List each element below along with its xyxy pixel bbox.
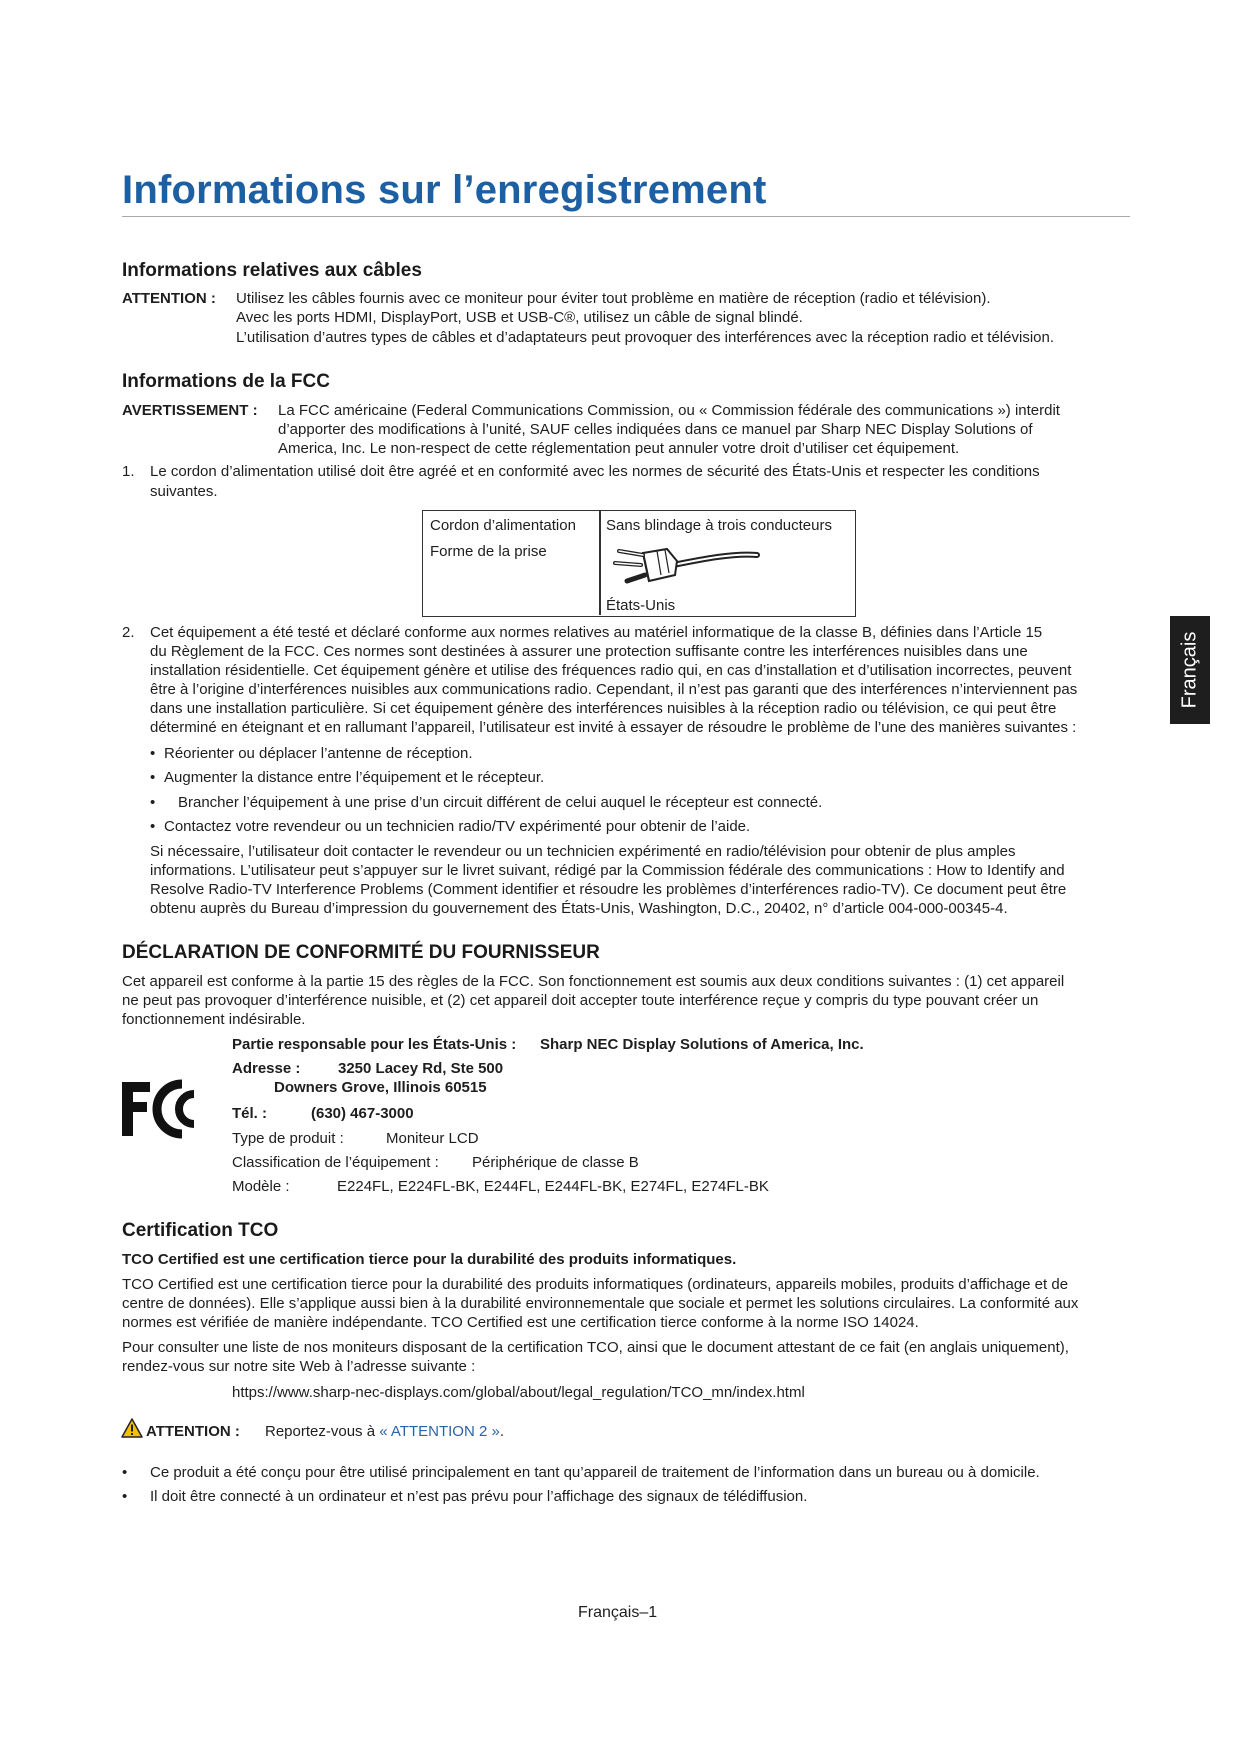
- title-rule: [122, 216, 1130, 217]
- cables-line: Avec les ports HDMI, DisplayPort, USB et USB-C®, utilisez un câble de signal blindé.: [236, 309, 803, 326]
- attention2-prefix: Reportez-vous à: [265, 1423, 380, 1440]
- item1-line: suivantes.: [150, 483, 218, 500]
- tco-para1-line: TCO Certified est une certification tierce pour la durabilité des produits informatiques (ordinateurs, appareils mobiles, produits d’affichage et de: [122, 1276, 1069, 1293]
- bullet-item: Contactez votre revendeur ou un technicien radio/TV expérimenté pour obtenir de l’aide.: [164, 818, 751, 835]
- table-row1-label: Cordon d’alimentation: [430, 517, 576, 534]
- table-row1-value: Sans blindage à trois conducteurs: [606, 517, 832, 534]
- item1-line: Le cordon d’alimentation utilisé doit être agréé et en conformité avec les normes de sécurité des États-Unis et respecter les conditions: [150, 463, 1040, 480]
- declaration-heading: DÉCLARATION DE CONFORMITÉ DU FOURNISSEUR: [122, 942, 600, 963]
- fcc-warning-line: d’apporter des modifications à l’unité, SAUF celles indiquées dans ce manuel par Sharp NEC Display Solutions of: [278, 421, 1033, 438]
- bullet-item: Réorienter ou déplacer l’antenne de réception.: [164, 745, 473, 762]
- product-value: Moniteur LCD: [386, 1130, 479, 1147]
- bullet-dot: •: [150, 818, 156, 835]
- item2-line: dans une installation particulière. Si cet équipement génère des interférences nuisibles à la réception radio ou télévision, ce qui peut être: [150, 700, 1057, 717]
- tco-url[interactable]: https://www.sharp-nec-displays.com/global/about/legal_regulation/TCO_mn/index.html: [232, 1384, 805, 1401]
- item-number: 2.: [122, 624, 135, 641]
- cables-attention-label: ATTENTION :: [122, 290, 216, 307]
- fcc-heading: Informations de la FCC: [122, 371, 330, 392]
- power-cord-table: [422, 510, 856, 617]
- language-side-tab-label: Français: [1178, 631, 1201, 709]
- tco-para1-line: normes est vérifiée de manière indépendante. TCO Certified est une certification tierce conforme à la norme ISO 14024.: [122, 1314, 919, 1331]
- bullet-item: Augmenter la distance entre l’équipement et le récepteur.: [164, 769, 545, 786]
- attention2-text: [265, 1422, 504, 1441]
- bullet-dot: •: [150, 794, 156, 811]
- table-row2-label: Forme de la prise: [430, 543, 547, 560]
- fcc-logo: [120, 1078, 208, 1140]
- bullet-item: Brancher l’équipement à une prise d’un circuit différent de celui auquel le récepteur est connecté.: [178, 794, 823, 811]
- class-value: Périphérique de classe B: [472, 1154, 639, 1171]
- item-number: 1.: [122, 463, 135, 480]
- item2-line: être à l’origine d’interférences nuisibles aux communications radio. Cependant, il n’est pas garanti que des interférences n’interviennent pas: [150, 681, 1078, 698]
- tco-bold-line: TCO Certified est une certification tierce pour la durabilité des produits informatiques.: [122, 1251, 737, 1268]
- declaration-line: fonctionnement indésirable.: [122, 1011, 306, 1028]
- tco-para2-line: rendez-vous sur notre site Web à l’adresse suivante :: [122, 1358, 476, 1375]
- cables-line: L’utilisation d’autres types de câbles et d’adaptateurs peut provoquer des interférences avec la réception radio et télévision.: [236, 329, 1054, 346]
- party-value: Sharp NEC Display Solutions of America, Inc.: [540, 1036, 864, 1053]
- bullet-dot: •: [150, 745, 156, 762]
- party-label: Partie responsable pour les États-Unis :: [232, 1036, 517, 1053]
- tco-heading: Certification TCO: [122, 1220, 279, 1241]
- address-line2: Downers Grove, Illinois 60515: [274, 1079, 487, 1096]
- final-bullet-item: Ce produit a été conçu pour être utilisé principalement en tant qu’appareil de traitement de l’information dans un bureau ou à domicile.: [150, 1464, 1040, 1481]
- attention2-label: ATTENTION :: [146, 1423, 240, 1440]
- item2-line: du Règlement de la FCC. Ces normes sont destinées à assurer une protection suffisante contre les interférences nuisibles dans une: [150, 643, 1028, 660]
- class-label: Classification de l’équipement :: [232, 1154, 439, 1171]
- page-title: Informations sur l’enregistrement: [122, 168, 767, 212]
- table-divider: [599, 511, 601, 615]
- attention2-end: .: [499, 1423, 504, 1440]
- model-value: E224FL, E224FL-BK, E244FL, E244FL-BK, E274FL, E274FL-BK: [337, 1178, 769, 1195]
- warning-icon: [121, 1418, 143, 1438]
- fcc-after-line: obtenu auprès du Bureau d’impression du gouvernement des États-Unis, Washington, D.C., 20402, n° d’article 004-000-00345-4.: [150, 900, 1008, 917]
- page-footer: Français–1: [578, 1604, 658, 1621]
- cables-line: Utilisez les câbles fournis avec ce moniteur pour éviter tout problème en matière de réception (radio et télévision).: [236, 290, 991, 307]
- model-label: Modèle :: [232, 1178, 290, 1195]
- tco-para2-line: Pour consulter une liste de nos moniteurs disposant de la certification TCO, ainsi que le document attestant de ce fait (en anglais uniquement),: [122, 1339, 1069, 1356]
- item2-line: déterminé en éteignant et en rallumant l’appareil, l’utilisateur est invité à essayer de résoudre le problème de l’une des manières suivantes :: [150, 719, 1077, 736]
- declaration-line: Cet appareil est conforme à la partie 15 des règles de la FCC. Son fonctionnement est soumis aux deux conditions suivantes : (1) cet appareil: [122, 973, 1065, 990]
- item2-line: Cet équipement a été testé et déclaré conforme aux normes relatives au matériel informatique de la classe B, définies dans l’Article 15: [150, 624, 1043, 641]
- bullet-dot: •: [150, 769, 156, 786]
- declaration-line: ne peut pas provoquer d’interférence nuisible, et (2) cet appareil doit accepter toute interférence reçue y compris du type pouvant créer un: [122, 992, 1039, 1009]
- language-side-tab: [1170, 616, 1210, 724]
- plug-caption: États-Unis: [606, 597, 676, 614]
- address-line1: 3250 Lacey Rd, Ste 500: [338, 1060, 504, 1077]
- bullet-dot: •: [122, 1464, 128, 1481]
- final-bullet-item: Il doit être connecté à un ordinateur et n’est pas prévu pour l’affichage des signaux de télédiffusion.: [150, 1488, 808, 1505]
- bullet-dot: •: [122, 1488, 128, 1505]
- fcc-warning-line: La FCC américaine (Federal Communications Commission, ou « Commission fédérale des communications ») interdit: [278, 402, 1060, 419]
- fcc-after-line: Resolve Radio-TV Interference Problems (Comment identifier et résoudre les problèmes d’interférences radio-TV). Ce document peut être: [150, 881, 1067, 898]
- fcc-warning-label: AVERTISSEMENT :: [122, 402, 258, 419]
- us-plug-icon: [603, 535, 763, 595]
- attention2-link[interactable]: « ATTENTION 2 »: [379, 1423, 500, 1440]
- fcc-after-line: Si nécessaire, l’utilisateur doit contacter le revendeur ou un technicien expérimenté en radio/télévision pour obtenir de plus amples: [150, 843, 1016, 860]
- cables-heading: Informations relatives aux câbles: [122, 260, 422, 281]
- address-label: Adresse :: [232, 1060, 301, 1077]
- fcc-after-line: informations. L’utilisateur peut s’appuyer sur le livret suivant, rédigé par la Commission fédérale des communications : How to Identify and: [150, 862, 1065, 879]
- tel-value: (630) 467-3000: [311, 1105, 414, 1122]
- item2-line: installation résidentielle. Cet équipement génère et utilise des fréquences radio qui, en cas d’installation et d’utilisation incorrectes, peuvent: [150, 662, 1072, 679]
- tco-para1-line: centre de données). Elle s’applique aussi bien à la durabilité environnementale que sociale et permet les solutions circulaires. La conformité aux: [122, 1295, 1079, 1312]
- product-label: Type de produit :: [232, 1130, 344, 1147]
- fcc-warning-line: America, Inc. Le non-respect de cette réglementation peut annuler votre droit d’utiliser cet équipement.: [278, 440, 960, 457]
- tel-label: Tél. :: [232, 1105, 268, 1122]
